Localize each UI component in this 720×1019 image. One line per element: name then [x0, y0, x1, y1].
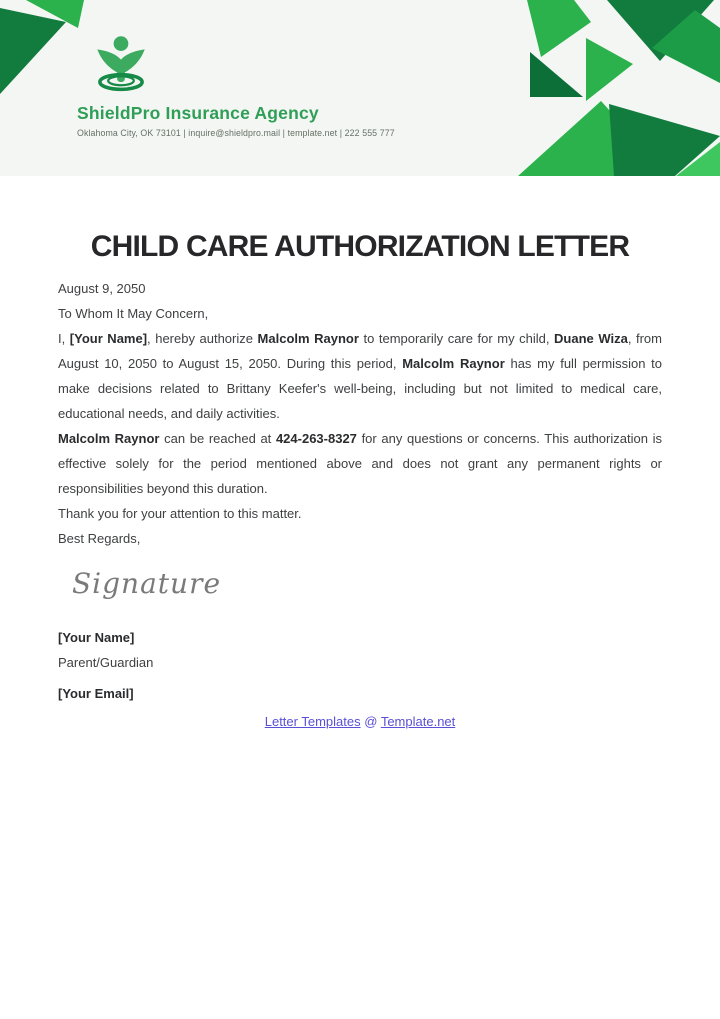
salutation: To Whom It May Concern,: [58, 306, 209, 321]
contact-line: Oklahoma City, OK 73101 | inquire@shieldpro.mail | template.net | 222 555 777: [77, 128, 395, 138]
signature-script: Signature: [72, 567, 222, 600]
footer-separator: @: [364, 714, 378, 729]
template-net-link[interactable]: Template.net: [380, 714, 456, 729]
letter-title: CHILD CARE AUTHORIZATION LETTER: [90, 230, 630, 263]
letter-date: August 9, 2050: [58, 281, 146, 296]
letter-body: [0, 230, 720, 706]
letter-templates-link[interactable]: Letter Templates: [264, 714, 361, 729]
shieldpro-logo-icon: [89, 34, 153, 98]
letterhead: [0, 0, 720, 176]
footer-credit: [0, 709, 720, 734]
paragraph-authorization: I, [Your Name], hereby authorize Malcolm Raynor to temporarily care for my child, Duane Wiza, from August 10, 2050 to August 15, 2050. During this period, Malcolm Raynor has my full permission to make decisions related to Brittany Keefer's well-being, including but not limited to medical care, educational needs, and daily activities.: [58, 331, 662, 421]
signer-role: Parent/Guardian: [58, 655, 154, 670]
signer-name: [Your Name]: [58, 630, 135, 645]
brand-name: ShieldPro Insurance Agency: [77, 103, 319, 123]
brand-block: [77, 34, 395, 138]
paragraph-contact-terms: Malcolm Raynor can be reached at 424-263-8327 for any questions or concerns. This authorization is effective solely for the period mentioned above and does not grant any permanent rights or responsibilities beyond this duration.: [58, 431, 662, 496]
closing-line: Best Regards,: [58, 531, 141, 546]
thanks-line: Thank you for your attention to this matter.: [58, 506, 302, 521]
signer-email: [Your Email]: [58, 686, 134, 701]
